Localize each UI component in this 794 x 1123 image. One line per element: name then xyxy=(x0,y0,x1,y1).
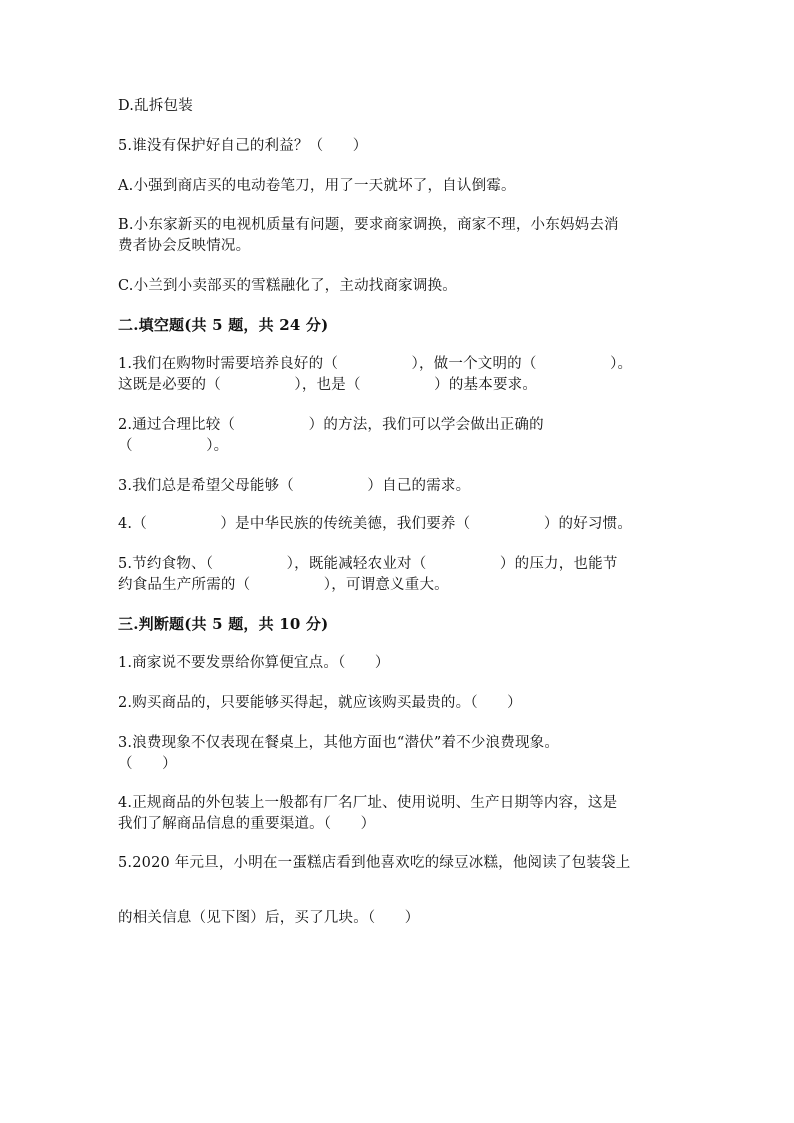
fill-question-4: 4.（ ）是中华民族的传统美德，我们要养（ ）的好习惯。 xyxy=(118,516,633,532)
fill-question-5-line2: 约食品生产所需的（ ），可谓意义重大。 xyxy=(118,577,449,593)
judge-question-4-line2: 我们了解商品信息的重要渠道。（ ） xyxy=(118,816,376,832)
judge-question-1: 1.商家说不要发票给你算便宜点。（ ） xyxy=(118,655,390,671)
fill-question-2-line2: （ ）。 xyxy=(118,438,229,454)
fill-question-1-line2: 这既是必要的（ ），也是（ ）的基本要求。 xyxy=(118,377,538,393)
section-heading-true-false: 三.判断题(共 5 题，共 10 分) xyxy=(118,615,329,633)
fill-question-2-line1: 2.通过合理比较（ ）的方法，我们可以学会做出正确的 xyxy=(118,417,544,433)
option-d-text: D.乱拆包装 xyxy=(118,98,193,114)
option-c-text: C.小兰到小卖部买的雪糕融化了，主动找商家调换。 xyxy=(118,278,457,294)
option-b-text-line1: B.小东家新买的电视机质量有问题，要求商家调换，商家不理，小东妈妈去消 xyxy=(118,217,619,233)
judge-question-2: 2.购买商品的，只要能够买得起，就应该购买最贵的。（ ） xyxy=(118,695,522,711)
option-a-text: A.小强到商店买的电动卷笔刀，用了一天就坏了，自认倒霉。 xyxy=(118,178,516,194)
fill-question-5-line1: 5.节约食物、（ ），既能减轻农业对（ ）的压力，也能节 xyxy=(118,556,618,572)
question-5-text: 5.谁没有保护好自己的利益？（ ） xyxy=(118,138,368,154)
section-heading-fill-blank: 二.填空题(共 5 题，共 24 分) xyxy=(118,316,329,334)
fill-question-1-line1: 1.我们在购物时需要培养良好的（ ），做一个文明的（ ）。 xyxy=(118,356,633,372)
judge-question-5-line1: 5.2020 年元旦，小明在一蛋糕店看到他喜欢吃的绿豆冰糕，他阅读了包装袋上 xyxy=(118,855,631,871)
fill-question-3: 3.我们总是希望父母能够（ ）自己的需求。 xyxy=(118,478,471,494)
judge-question-3-line1: 3.浪费现象不仅表现在餐桌上，其他方面也“潜伏”着不少浪费现象。 xyxy=(118,735,560,751)
judge-question-5-line2: 的相关信息（见下图）后，买了几块。（ ） xyxy=(118,910,420,926)
judge-question-3-line2: （ ） xyxy=(118,756,177,772)
option-b-text-line2: 费者协会反映情况。 xyxy=(118,238,251,254)
judge-question-4-line1: 4.正规商品的外包装上一般都有厂名厂址、使用说明、生产日期等内容，这是 xyxy=(118,795,618,811)
